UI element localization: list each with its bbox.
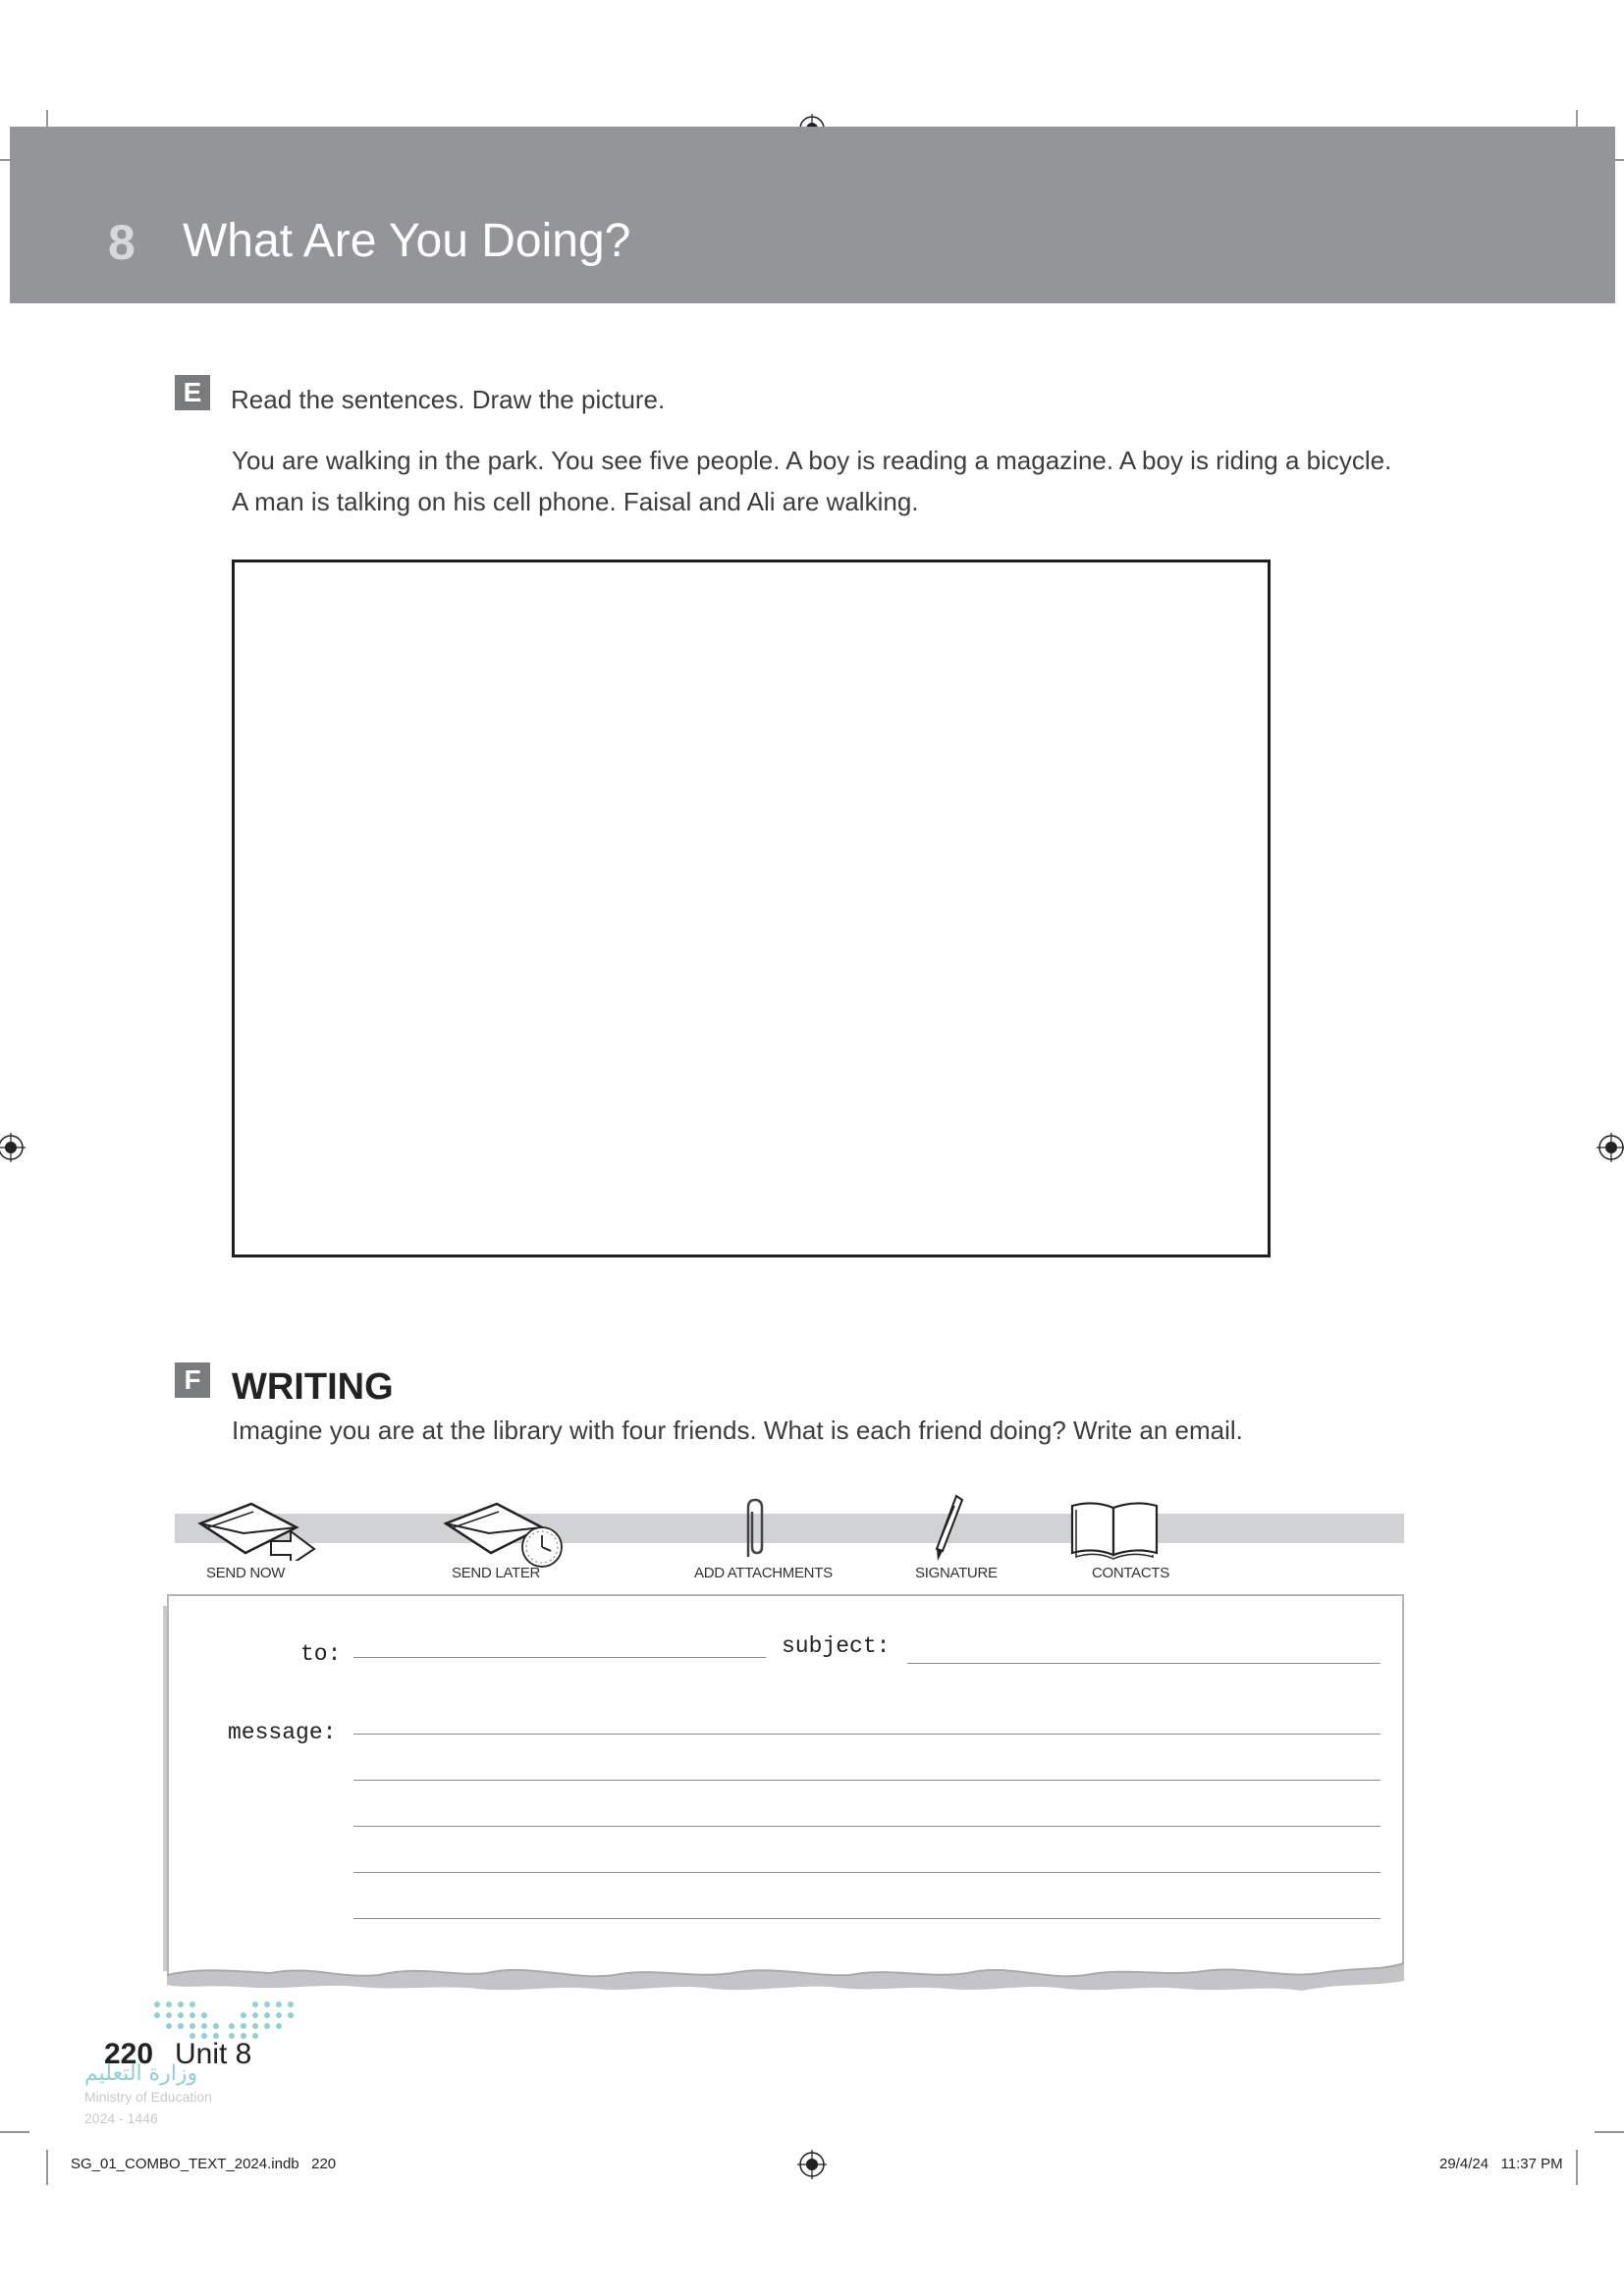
- print-timestamp: 29/4/24 11:37 PM: [1439, 2156, 1563, 2172]
- paperclip-icon[interactable]: [734, 1496, 774, 1563]
- pen-icon[interactable]: [929, 1494, 968, 1565]
- ministry-logo-dots: [147, 1999, 304, 2040]
- unit-label: Unit 8: [175, 2038, 252, 2070]
- file-info: SG_01_COMBO_TEXT_2024.indb 220: [71, 2156, 337, 2172]
- email-toolbar: [175, 1514, 1404, 1543]
- section-e-sentence-line-2: A man is talking on his cell phone. Faisal and Ali are walking.: [232, 487, 919, 516]
- signature-label[interactable]: SIGNATURE: [915, 1565, 998, 1581]
- registration-mark-left: [0, 1133, 26, 1162]
- message-line-3[interactable]: [353, 1826, 1380, 1827]
- contacts-label[interactable]: CONTACTS: [1092, 1565, 1169, 1581]
- registration-mark-bottom: [797, 2150, 827, 2179]
- send-now-icon[interactable]: [194, 1500, 322, 1561]
- message-line-1[interactable]: [353, 1734, 1380, 1735]
- writing-heading: WRITING: [232, 1366, 394, 1408]
- message-line-5[interactable]: [353, 1918, 1380, 1919]
- section-e-instruction: Read the sentences. Draw the picture.: [231, 385, 666, 414]
- section-f-instruction: Imagine you are at the library with four friends. What is each friend doing? Write an email.: [232, 1415, 1243, 1445]
- send-later-label[interactable]: SEND LATER: [452, 1565, 541, 1581]
- subject-label: subject:: [782, 1633, 891, 1659]
- registration-mark-right: [1597, 1133, 1624, 1162]
- message-line-4[interactable]: [353, 1872, 1380, 1873]
- add-attachments-label[interactable]: ADD ATTACHMENTS: [694, 1565, 833, 1581]
- section-e-sentence-line-1: You are walking in the park. You see five people. A boy is reading a magazine. A boy is riding a bicycle.: [232, 446, 1392, 475]
- ministry-arabic-name: وزارة التعليم: [84, 2061, 198, 2086]
- section-e-badge: E: [175, 375, 210, 410]
- message-line-2[interactable]: [353, 1780, 1380, 1781]
- unit-number: 8: [108, 215, 135, 270]
- contacts-book-icon[interactable]: [1068, 1498, 1163, 1561]
- to-field[interactable]: [353, 1657, 766, 1658]
- page-title: What Are You Doing?: [183, 215, 631, 267]
- send-later-icon[interactable]: [440, 1500, 568, 1573]
- message-label: message:: [228, 1720, 337, 1745]
- send-now-label[interactable]: SEND NOW: [206, 1565, 286, 1581]
- drawing-area[interactable]: [232, 560, 1271, 1257]
- section-f-badge: F: [175, 1362, 210, 1398]
- torn-paper-edge: [163, 1936, 1410, 1997]
- to-label: to:: [300, 1641, 342, 1667]
- ministry-english-name: Ministry of Education: [84, 2089, 212, 2105]
- page-number: 220: [104, 2038, 154, 2070]
- ministry-year: 2024 - 1446: [84, 2110, 158, 2126]
- subject-field[interactable]: [907, 1663, 1380, 1664]
